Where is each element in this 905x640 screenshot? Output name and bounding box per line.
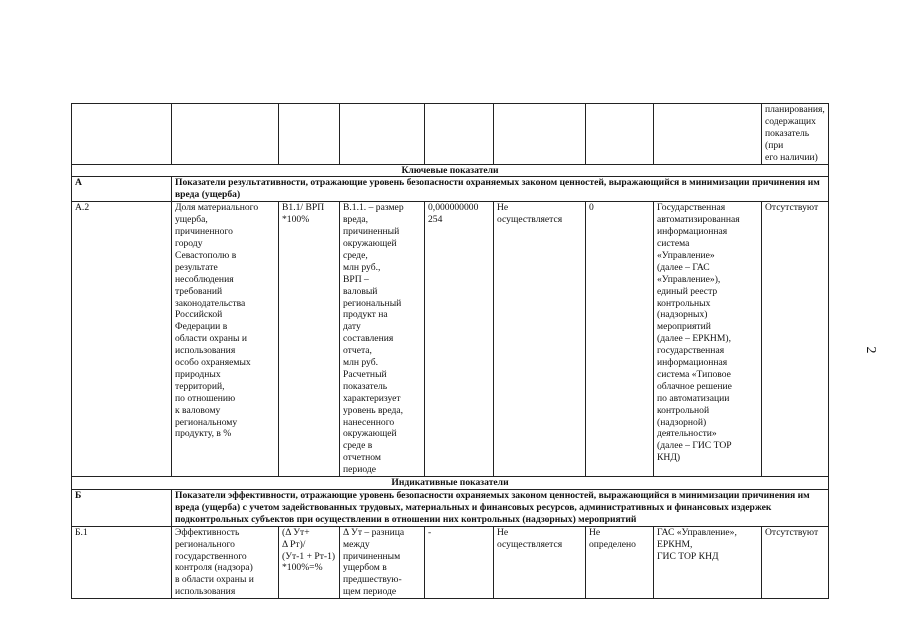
indicator-formula: (Δ Ут+ Δ Рт)/ (Ут-1 + Рт-1) *100%=% xyxy=(279,526,340,598)
indicator-target: - xyxy=(425,526,494,598)
group-a-row xyxy=(72,177,829,202)
indicator-row-a2 xyxy=(72,202,829,477)
indicator-name: Эффективность регионального государственного контроля (надзора) в области охраны и использования xyxy=(172,526,279,598)
key-indicators-heading: Ключевые показатели xyxy=(72,164,829,177)
indicator-source: ГАС «Управление», ЕРКНМ, ГИС ТОР КНД xyxy=(654,526,762,598)
page-number: 2 xyxy=(863,346,878,354)
cell-empty xyxy=(654,104,762,165)
indicator-code: А.2 xyxy=(72,202,172,477)
cell-empty xyxy=(172,104,279,165)
indicator-row-b1 xyxy=(72,526,829,598)
indicator-source: Государственная автоматизированная информационная система «Управление» (далее – ГАС «Управление»), единый реестр контрольных (надзорных) мероприятий (далее – ЕРКНМ), государственная информационная система «Типовое облачное решение по автоматизации контрольной (надзорной) деятельности» (далее – ГИС ТОР КНД) xyxy=(654,202,762,477)
planning-note-cell xyxy=(762,104,829,165)
indicator-value: 0 xyxy=(586,202,654,477)
indicator-status: Не осуществляется xyxy=(494,202,586,477)
planning-note: планирования, содержащих показатель (при его наличии) xyxy=(765,104,825,163)
cell-empty xyxy=(72,104,172,165)
indicator-target: 0,000000000 254 xyxy=(425,202,494,477)
indicators-table xyxy=(71,103,829,599)
group-a-code: А xyxy=(72,177,172,202)
indicator-status: Не осуществляется xyxy=(494,526,586,598)
indicator-formula: В1.1/ ВРП *100% xyxy=(279,202,340,477)
cell-empty xyxy=(425,104,494,165)
indicator-documents: Отсутствуют xyxy=(762,526,829,598)
indicator-comment: Δ Ут – разница между причиненным ущербом в предшествую- щем периоде xyxy=(340,526,425,598)
cell-empty xyxy=(586,104,654,165)
group-b-description: Показатели эффективности, отражающие уровень безопасности охраняемых законом ценностей, выражающийся в минимизации причинения им вреда (ущерба) с учетом задействованных трудовых, материальных и финансовых ресурсов, административных и финансовых издержек подконтрольных субъектов при осуществлении в отношении них контрольных (надзорных) мероприятий xyxy=(172,490,829,527)
group-a-description: Показатели результативности, отражающие уровень безопасности охраняемых законом ценностей, выражающийся в минимизации причинения им вреда (ущерба) xyxy=(172,177,829,202)
indicator-comment: В.1.1. – размер вреда, причиненный окружающей среде, млн руб., ВРП – валовый региональный продукт на дату составления отчета, млн руб. Расчетный показатель характеризует уровень вреда, нанесенного окружающей среде в отчетном периоде xyxy=(340,202,425,477)
group-b-row xyxy=(72,490,829,527)
indicative-indicators-heading-row xyxy=(72,477,829,490)
indicator-documents: Отсутствуют xyxy=(762,202,829,477)
cell-empty xyxy=(494,104,586,165)
group-b-code: Б xyxy=(72,490,172,527)
indicator-value: Не определено xyxy=(586,526,654,598)
indicator-name: Доля материального ущерба, причиненного городу Севастополю в результате несоблюдения требований законодательства Российской Федерации в области охраны и использования особо охраняемых природных территорий, по отношению к валовому региональному продукту, в % xyxy=(172,202,279,477)
key-indicators-heading-row xyxy=(72,164,829,177)
indicative-indicators-heading: Индикативные показатели xyxy=(72,477,829,490)
cell-empty xyxy=(340,104,425,165)
cell-empty xyxy=(279,104,340,165)
continuation-row xyxy=(72,104,829,165)
indicator-code: Б.1 xyxy=(72,526,172,598)
